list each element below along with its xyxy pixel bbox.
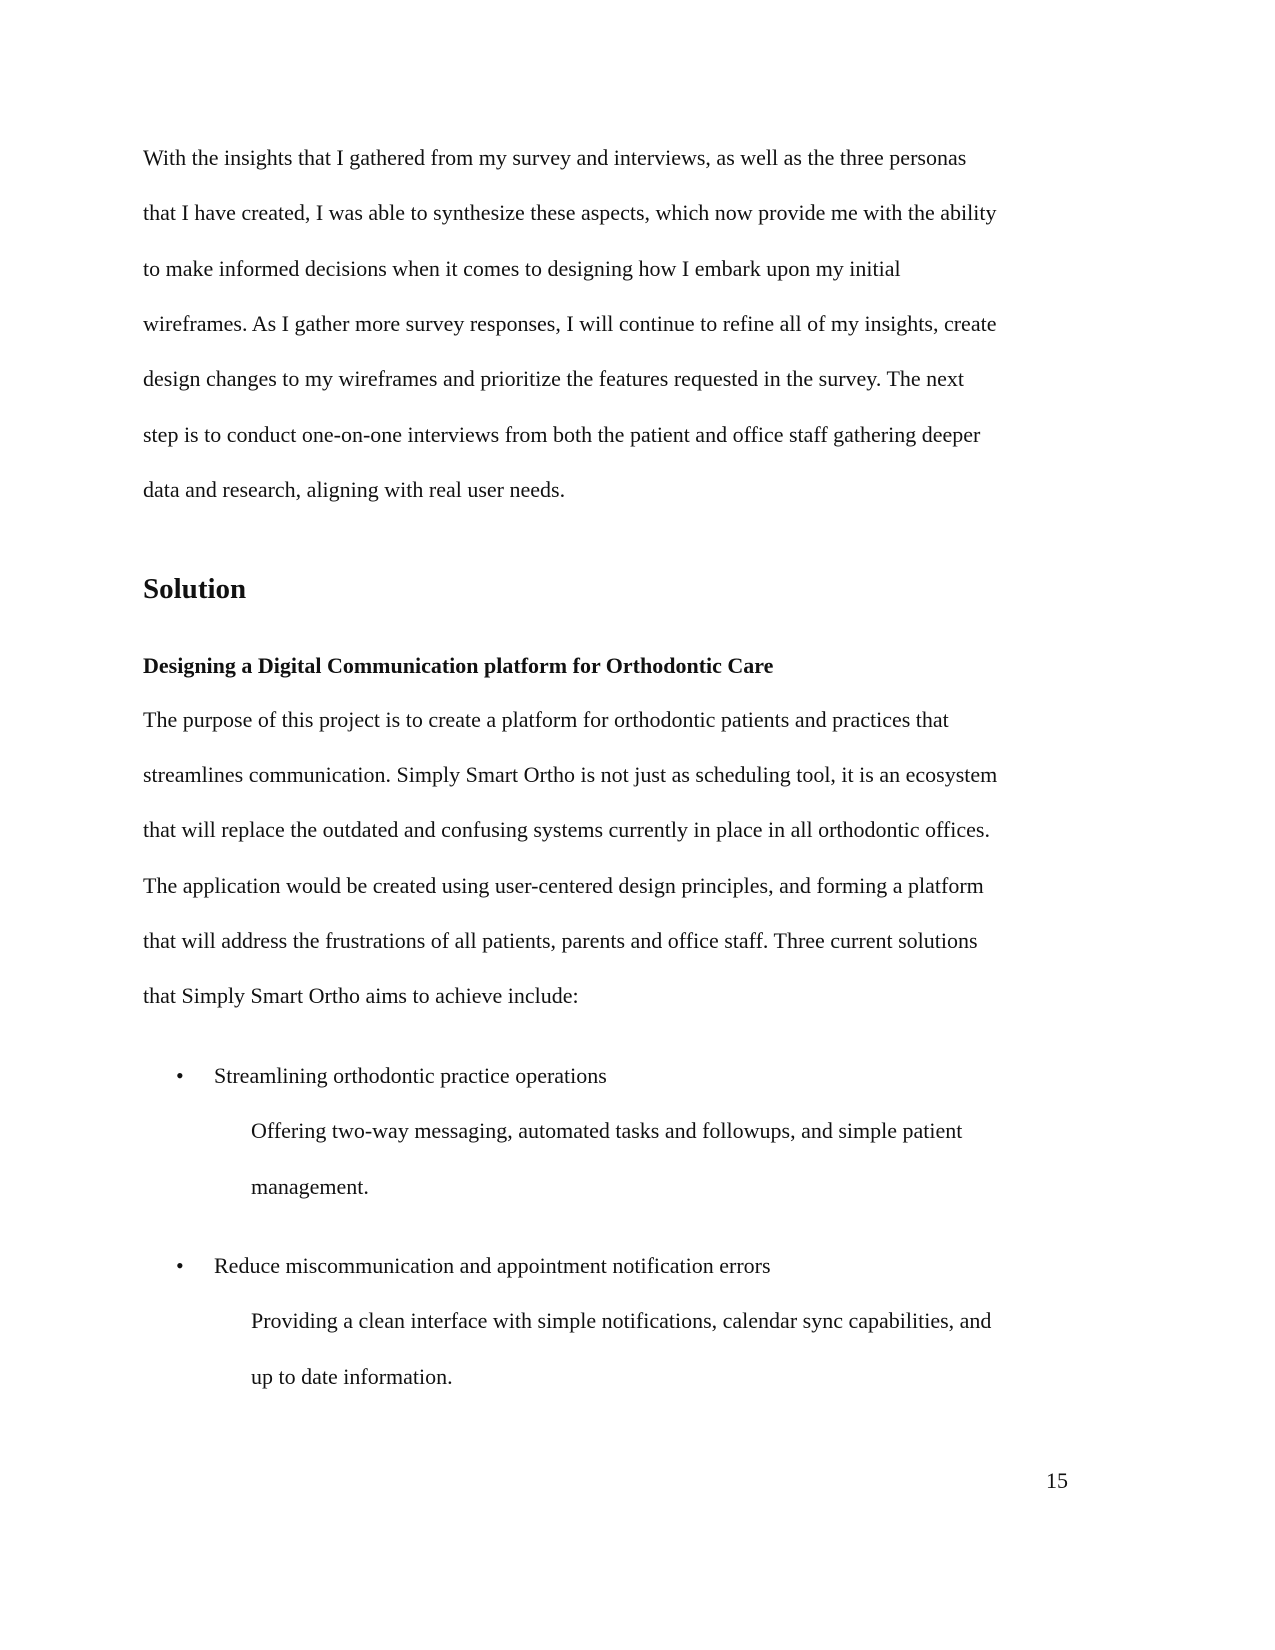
paragraph-line: design changes to my wireframes and prioritize the features requested in the survey. The next	[143, 366, 965, 391]
paragraph-line: wireframes. As I gather more survey responses, I will continue to refine all of my insights, create	[143, 311, 997, 336]
paragraph-line: that will address the frustrations of all patients, parents and office staff. Three current solutions	[143, 928, 978, 953]
bullet-description-line: up to date information.	[251, 1364, 453, 1389]
section-subheading: Designing a Digital Communication platform for Orthodontic Care	[143, 653, 774, 678]
bullet-description-line: Offering two-way messaging, automated tasks and followups, and simple patient	[251, 1118, 963, 1143]
section-heading: Solution	[143, 573, 247, 605]
paragraph-line: step is to conduct one-on-one interviews from both the patient and office staff gathering deeper	[143, 422, 981, 447]
paragraph-line: data and research, aligning with real user needs.	[143, 477, 566, 502]
bullet-description-line: management.	[251, 1174, 369, 1199]
paragraph-line: With the insights that I gathered from my survey and interviews, as well as the three personas	[143, 145, 967, 170]
paragraph-line: that I have created, I was able to synthesize these aspects, which now provide me with the ability	[143, 200, 997, 225]
page-number: 15	[1046, 1468, 1068, 1493]
paragraph-line: to make informed decisions when it comes to designing how I embark upon my initial	[143, 256, 901, 281]
paragraph-line: The application would be created using user-centered design principles, and forming a platform	[143, 873, 984, 898]
paragraph-line: streamlines communication. Simply Smart Ortho is not just as scheduling tool, it is an ecosystem	[143, 762, 998, 787]
bullet-title: Reduce miscommunication and appointment notification errors	[214, 1253, 771, 1278]
bullet-description-line: Providing a clean interface with simple notifications, calendar sync capabilities, and	[251, 1308, 992, 1333]
paragraph-line: that will replace the outdated and confusing systems currently in place in all orthodontic offices.	[143, 817, 990, 842]
paragraph-line: that Simply Smart Ortho aims to achieve include:	[143, 983, 579, 1008]
bullet-title: Streamlining orthodontic practice operations	[214, 1063, 607, 1088]
bullet-icon: •	[176, 1063, 184, 1088]
bullet-icon: •	[176, 1253, 184, 1278]
paragraph-line: The purpose of this project is to create a platform for orthodontic patients and practices that	[143, 707, 949, 732]
